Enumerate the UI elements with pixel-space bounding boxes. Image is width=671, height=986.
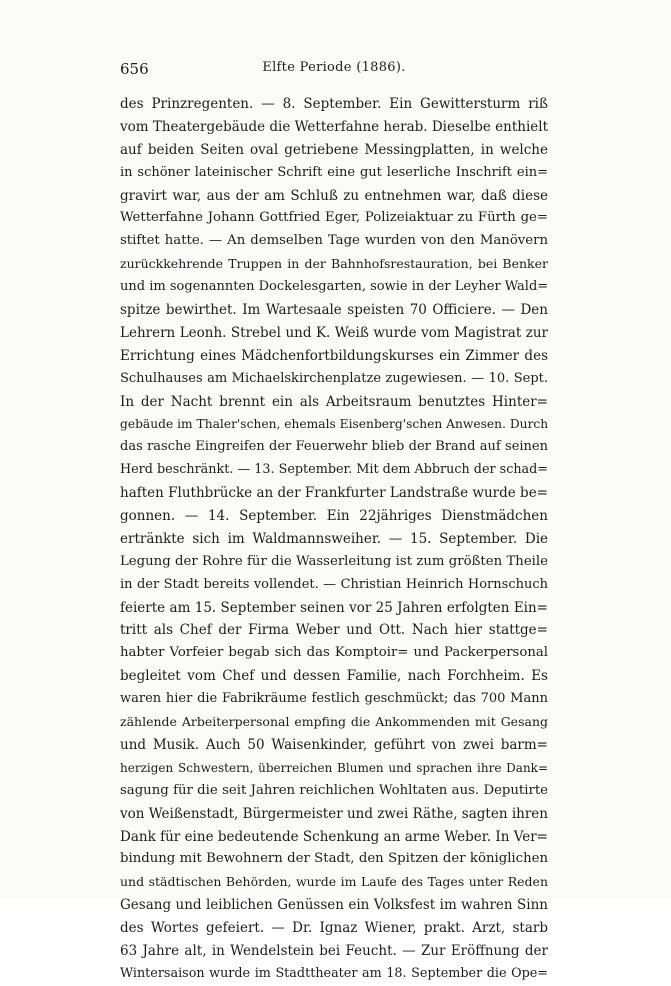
text-line: begleitet vom Chef und dessen Familie, nach Forchheim. Es xyxy=(120,668,548,685)
text-line: gravirt war, aus der am Schluß zu entnehmen war, daß diese xyxy=(120,187,548,204)
text-line: in der Stadt bereits vollendet. — Christian Heinrich Hornschuch xyxy=(120,576,548,592)
text-line: das rasche Eingreifen der Feuerwehr blieb der Brand auf seinen xyxy=(120,439,548,455)
text-line: 63 Jahre alt, in Wendelstein bei Feucht. — Zur Eröffnung der xyxy=(120,942,548,959)
text-line: Herd beschränkt. — 13. September. Mit dem Abbruch der schad= xyxy=(120,462,548,478)
text-line: zurückkehrende Truppen in der Bahnhofsrestauration, bei Benker xyxy=(120,256,548,272)
text-line: Dank für eine bedeutende Schenkung an arme Weber. In Ver= xyxy=(120,828,548,845)
text-line: gonnen. — 14. September. Ein 22jähriges Dienstmädchen xyxy=(120,508,548,525)
text-line: auf beiden Seiten oval getriebene Messingplatten, in welche xyxy=(120,141,548,158)
text-line: spitze bewirthet. Im Wartesaale speisten 70 Officiere. — Den xyxy=(120,302,548,319)
text-line: von Weißenstadt, Bürgermeister und zwei Räthe, sagten ihren xyxy=(120,805,548,822)
text-line: bindung mit Bewohnern der Stadt, den Spitzen der königlichen xyxy=(120,851,548,867)
body-text xyxy=(120,93,548,986)
text-line: und im sogenannten Dockelesgarten, sowie in der Leyher Wald= xyxy=(120,279,548,295)
page-number: 656 xyxy=(120,60,149,78)
text-line: vom Theatergebäude die Wetterfahne herab. Dieselbe enthielt xyxy=(120,118,548,135)
text-line: in schöner lateinischer Schrift eine gut leserliche Inschrift ein= xyxy=(120,164,548,180)
text-line: feierte am 15. September seinen vor 25 Jahren erfolgten Ein= xyxy=(120,599,548,616)
text-line: und städtischen Behörden, wurde im Laufe des Tages unter Reden xyxy=(120,874,548,890)
text-line: In der Nacht brennt ein als Arbeitsraum benutztes Hinter= xyxy=(120,393,548,410)
text-line: tritt als Chef der Firma Weber und Ott. Nach hier stattge= xyxy=(120,622,548,639)
text-line: stiftet hatte. — An demselben Tage wurden von den Manövern xyxy=(120,233,548,249)
page-header xyxy=(120,60,548,82)
text-line: zählende Arbeiterpersonal empfing die Ankommenden mit Gesang xyxy=(120,714,548,730)
text-line: Schulhauses am Michaelskirchenplatze zugewiesen. — 10. Sept. xyxy=(120,370,548,386)
text-line: gebäude im Thaler'schen, ehemals Eisenberg'schen Anwesen. Durch xyxy=(120,417,548,432)
text-line: des Wortes gefeiert. — Dr. Ignaz Wiener, prakt. Arzt, starb xyxy=(120,920,548,937)
text-line: waren hier die Fabrikräume festlich geschmückt; das 700 Mann xyxy=(120,691,548,707)
text-line: herzigen Schwestern, überreichen Blumen und sprachen ihre Dank= xyxy=(120,760,548,775)
text-line: und Musik. Auch 50 Waisenkinder, geführt von zwei barm= xyxy=(120,736,548,753)
text-line: sagung für die seit Jahren reichlichen Wohltaten aus. Deputirte xyxy=(120,782,548,798)
text-line: haften Fluthbrücke an der Frankfurter Landstraße wurde be= xyxy=(120,485,548,502)
text-line: Wintersaison wurde im Stadttheater am 18. September die Ope= xyxy=(120,965,548,981)
text-line: habter Vorfeier begab sich das Komptoir= und Packerpersonal xyxy=(120,645,548,661)
text-line: Wetterfahne Johann Gottfried Eger, Polizeiaktuar zu Fürth ge= xyxy=(120,210,548,226)
running-title: Elfte Periode (1886). xyxy=(262,60,406,75)
text-line: Gesang und leiblichen Genüssen ein Volksfest im wahren Sinn xyxy=(120,897,548,914)
text-line: Errichtung eines Mädchenfortbildungskurses ein Zimmer des xyxy=(120,347,548,364)
text-line: Legung der Rohre für die Wasserleitung ist zum größten Theile xyxy=(120,553,548,569)
text-line: Lehrern Leonh. Strebel und K. Weiß wurde vom Magistrat zur xyxy=(120,324,548,341)
text-line: ertränkte sich im Waldmannsweiher. — 15. September. Die xyxy=(120,530,548,547)
text-line: des Prinzregenten. — 8. September. Ein Gewittersturm riß xyxy=(120,96,548,112)
